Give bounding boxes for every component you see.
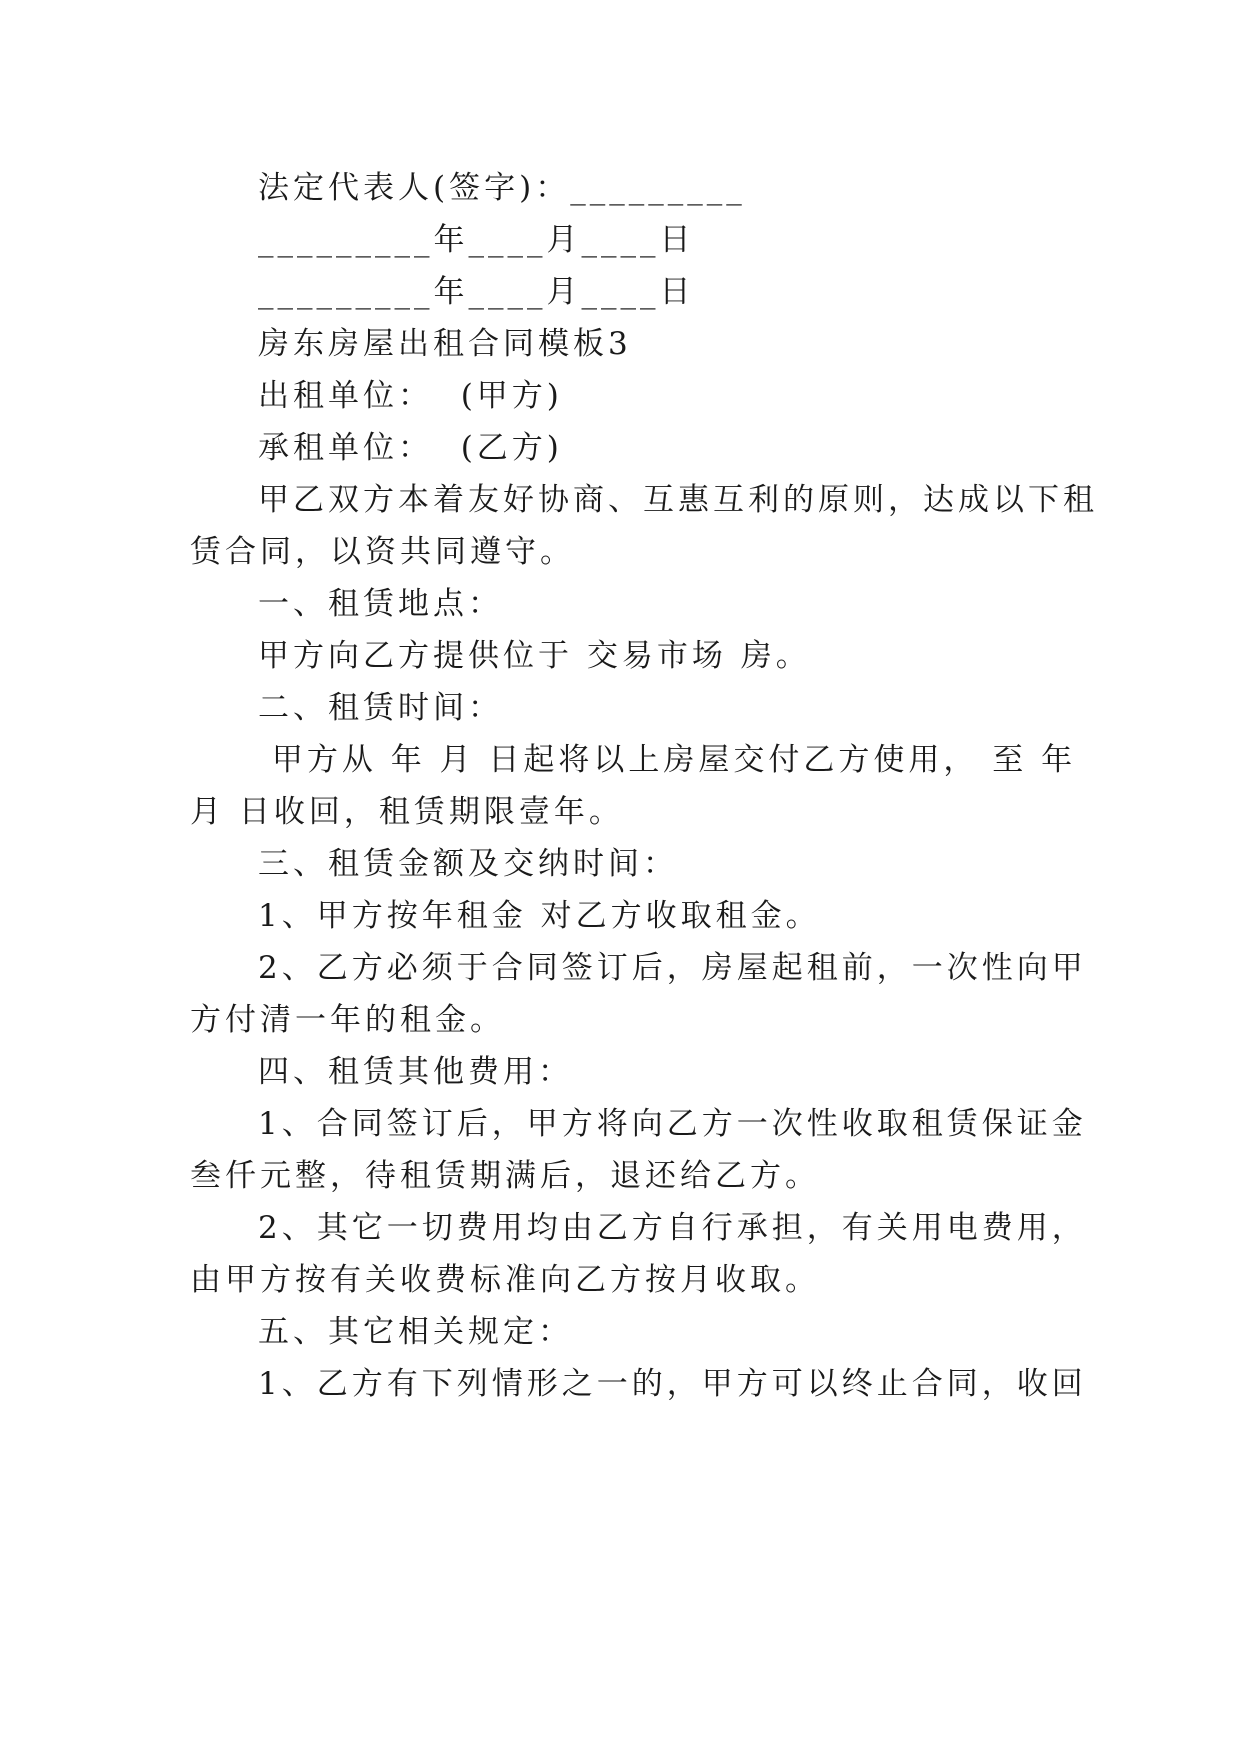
paragraph-line: 月 日收回，租赁期限壹年。 — [190, 794, 624, 830]
paragraph-line: 由甲方按有关收费标准向乙方按月收取。 — [190, 1262, 820, 1298]
clause-heading: 一、租赁地点： — [258, 586, 503, 622]
lessor-line: 出租单位： (甲方) — [258, 378, 563, 414]
paragraph-line: 甲方从 年 月 日起将以上房屋交付乙方使用， 至 年 — [258, 742, 1077, 778]
paragraph-line: 叁仟元整，待租赁期满后，退还给乙方。 — [190, 1158, 820, 1194]
paragraph-line: 方付清一年的租金。 — [190, 1002, 505, 1038]
paragraph-line: 1、合同签订后，甲方将向乙方一次性收取租赁保证金 — [258, 1106, 1087, 1142]
lessee-line: 承租单位： (乙方) — [258, 430, 563, 466]
section-title: 房东房屋出租合同模板3 — [258, 326, 632, 362]
paragraph-line: 甲方向乙方提供位于 交易市场 房。 — [258, 638, 811, 674]
clause-heading: 五、其它相关规定： — [258, 1314, 573, 1350]
date-line-2: _________年____月____日 — [258, 274, 695, 310]
paragraph-line: 1、乙方有下列情形之一的，甲方可以终止合同，收回 — [258, 1366, 1087, 1402]
paragraph-line: 2、其它一切费用均由乙方自行承担，有关用电费用， — [258, 1210, 1087, 1246]
paragraph-line: 2、乙方必须于合同签订后，房屋起租前，一次性向甲 — [258, 950, 1087, 986]
paragraph-line: 赁合同，以资共同遵守。 — [190, 534, 575, 570]
date-line-1: _________年____月____日 — [258, 222, 695, 258]
paragraph-line: 1、甲方按年租金 对乙方收取租金。 — [258, 898, 821, 934]
paragraph-line: 甲乙双方本着友好协商、互惠互利的原则，达成以下租 — [258, 482, 1098, 518]
clause-heading: 四、租赁其他费用： — [258, 1054, 573, 1090]
clause-heading: 二、租赁时间： — [258, 690, 503, 726]
clause-heading: 三、租赁金额及交纳时间： — [258, 846, 678, 882]
signature-line: 法定代表人(签字)：_________ — [258, 170, 746, 206]
